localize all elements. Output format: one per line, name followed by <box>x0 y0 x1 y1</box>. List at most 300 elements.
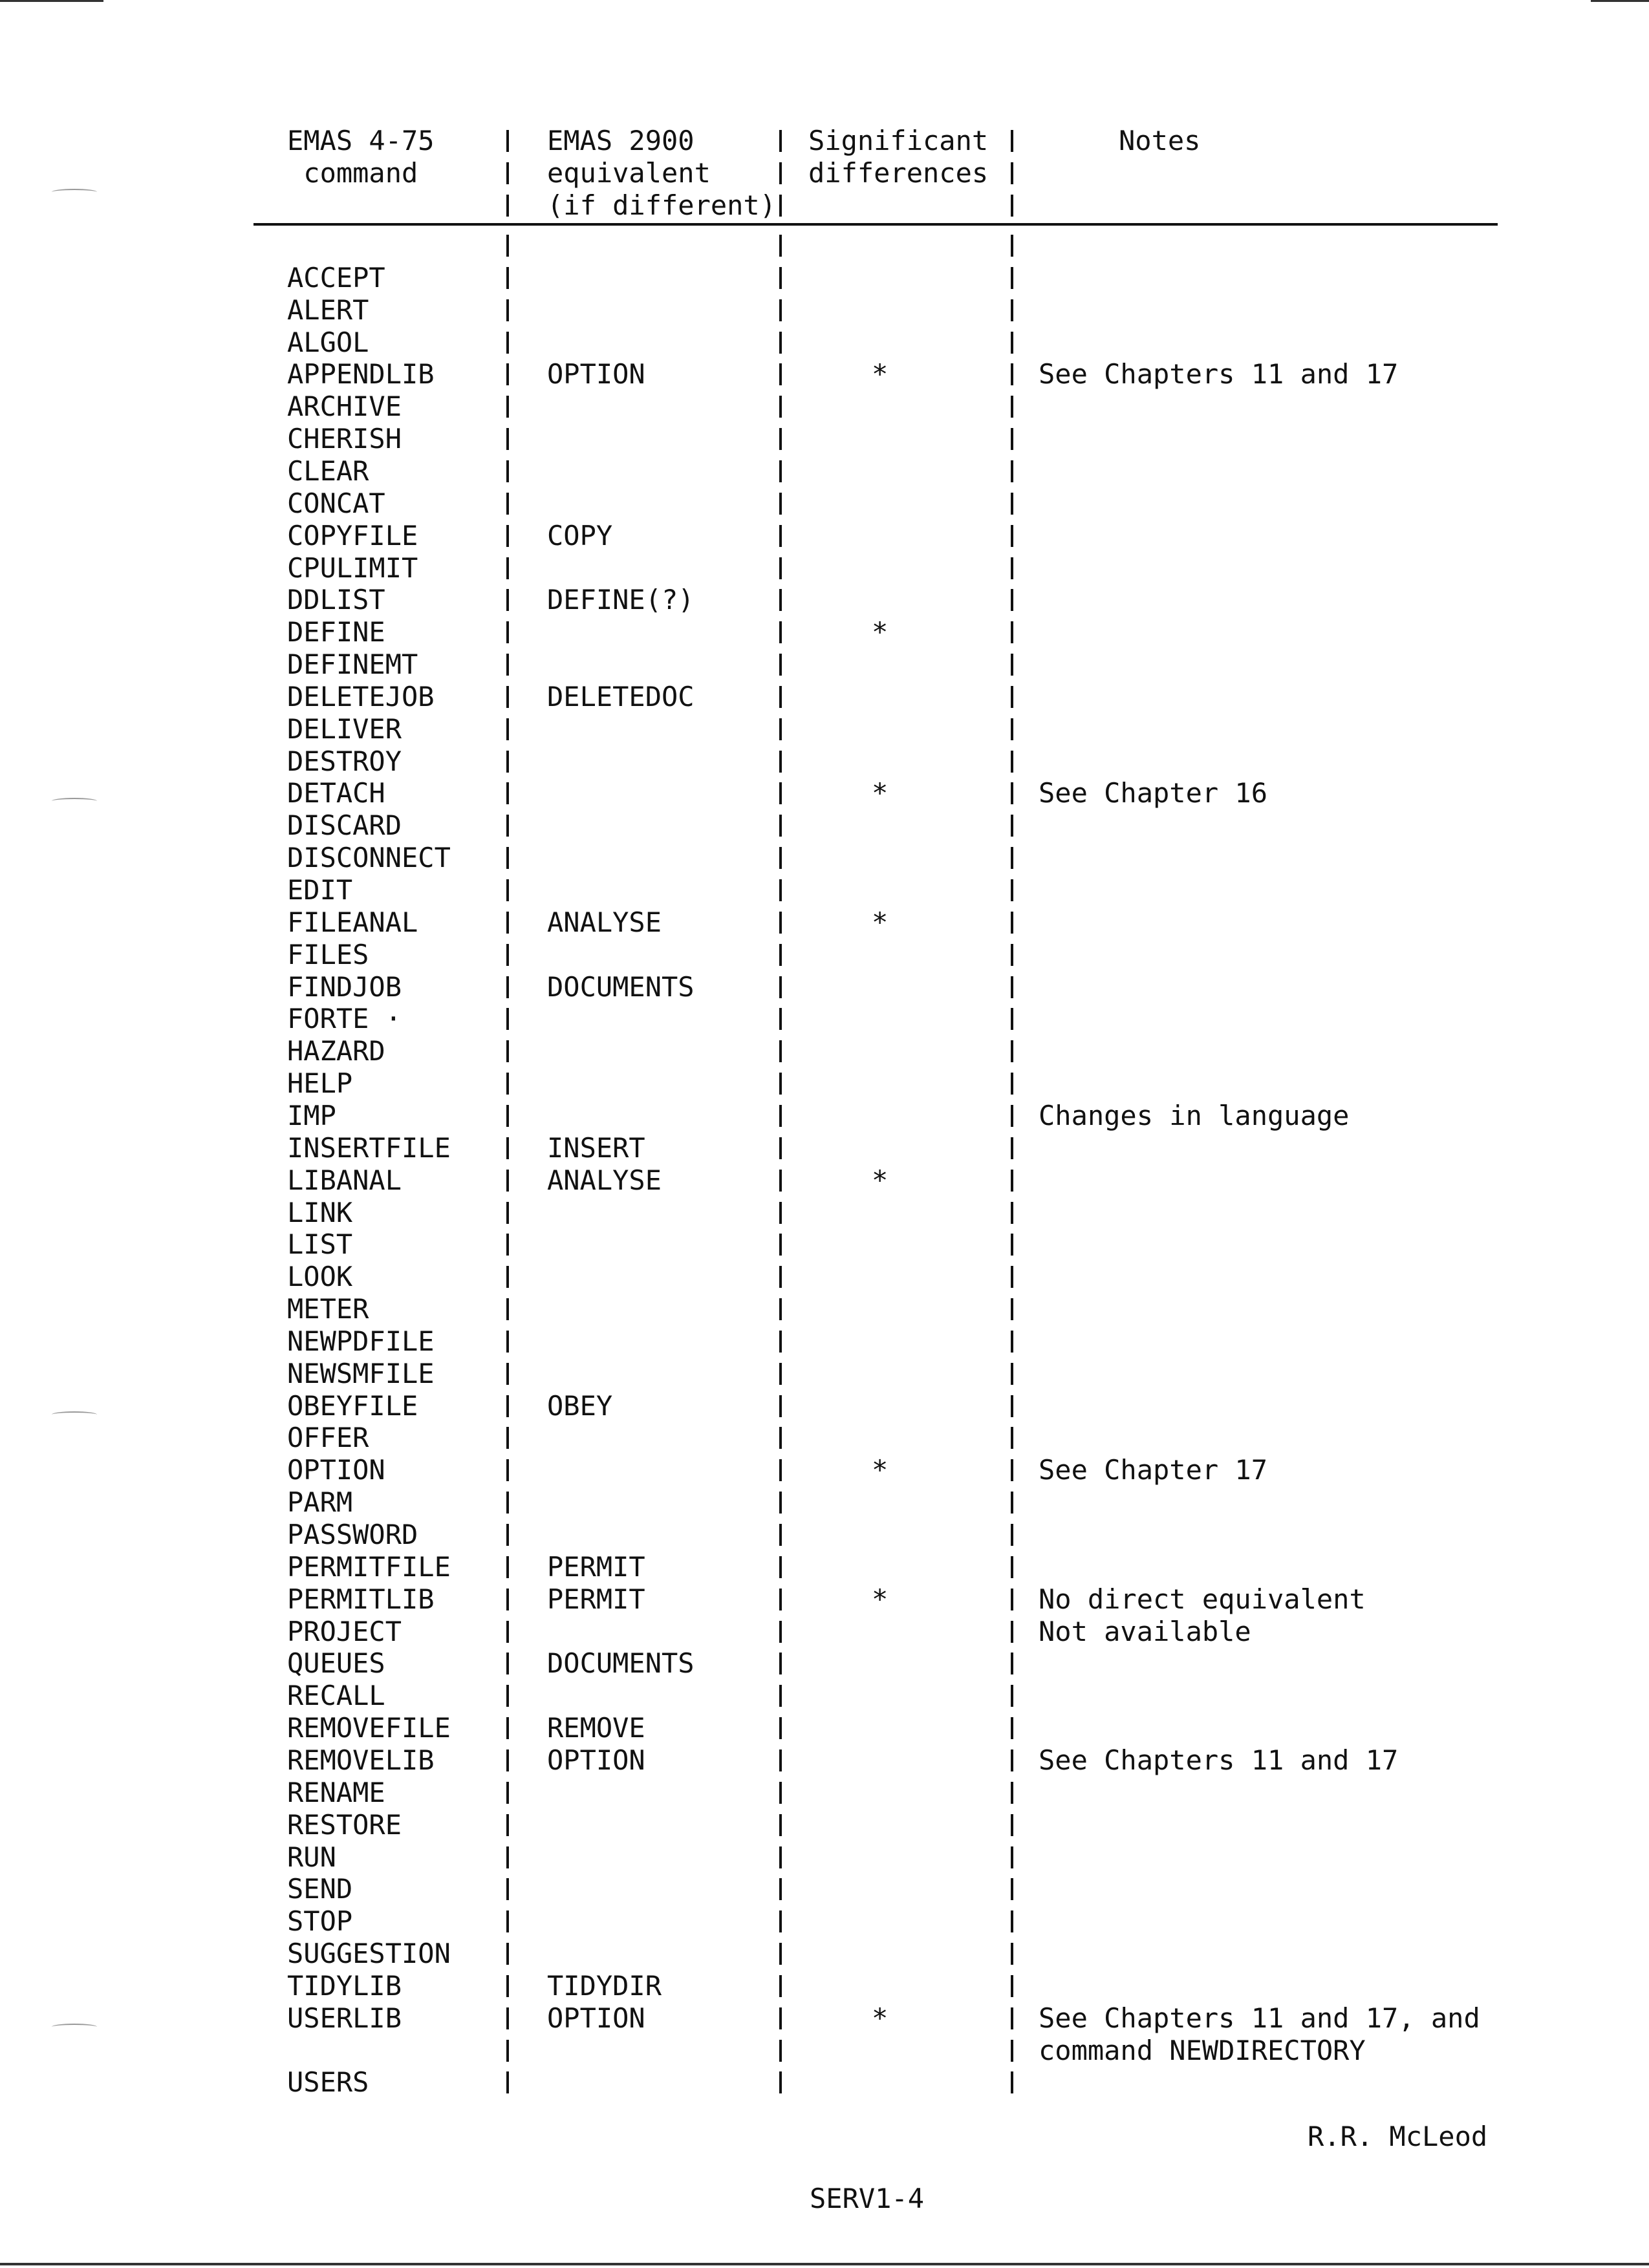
column-divider-2 <box>779 1878 782 1900</box>
table-row <box>0 1744 1649 1777</box>
column-divider-2 <box>779 1782 782 1804</box>
command-cell: LIST <box>287 1228 353 1260</box>
table-row <box>0 842 1649 874</box>
table-row <box>0 1454 1649 1486</box>
table-row <box>0 1970 1649 2002</box>
command-cell: OFFER <box>287 1422 369 1453</box>
column-divider-3 <box>1011 1621 1013 1643</box>
command-cell: RECALL <box>287 1680 385 1711</box>
column-divider-3 <box>1011 1589 1013 1610</box>
table-row <box>0 1841 1649 1874</box>
column-divider-1 <box>506 460 509 482</box>
command-cell: LIBANAL <box>287 1164 402 1196</box>
command-cell: DELIVER <box>287 713 402 745</box>
command-cell: PARM <box>287 1486 353 1518</box>
column-divider-1 <box>506 1105 509 1127</box>
column-divider-2 <box>779 879 782 901</box>
column-divider-1 <box>506 2007 509 2029</box>
table-row <box>0 1422 1649 1454</box>
column-divider-3 <box>1011 1105 1013 1127</box>
table-row <box>0 681 1649 713</box>
column-divider-2 <box>779 1846 782 1868</box>
author-signature: R.R. McLeod <box>1308 2121 1488 2152</box>
significant-difference-cell: * <box>872 1454 889 1486</box>
command-cell: DESTROY <box>287 745 402 777</box>
header-notes: Notes <box>1119 125 1201 156</box>
column-divider-3 <box>1011 1782 1013 1804</box>
column-divider-1 <box>506 1298 509 1320</box>
command-cell: PASSWORD <box>287 1519 418 1550</box>
table-row <box>0 584 1649 616</box>
column-divider-3 <box>1011 299 1013 321</box>
column-divider-2 <box>779 1653 782 1674</box>
column-divider-2 <box>779 944 782 966</box>
column-divider-3 <box>1011 428 1013 450</box>
command-cell: METER <box>287 1293 369 1325</box>
table-row <box>0 2066 1649 2099</box>
table-row <box>0 262 1649 294</box>
column-divider-2 <box>779 1685 782 1707</box>
column-divider-3 <box>1011 557 1013 579</box>
table-row <box>0 1164 1649 1197</box>
column-divider-2 <box>779 621 782 643</box>
column-divider-3 <box>1011 1234 1013 1256</box>
column-divider-1 <box>506 1170 509 1192</box>
table-row <box>0 1551 1649 1583</box>
column-divider-3 <box>1011 751 1013 773</box>
column-divider-3 <box>1011 2071 1013 2093</box>
column-divider-2 <box>779 1266 782 1288</box>
column-divider-3 <box>1011 332 1013 354</box>
column-divider-2 <box>779 267 782 289</box>
notes-cell: See Chapters 11 and 17, and <box>1039 2002 1480 2034</box>
column-divider-3 <box>1011 1749 1013 1771</box>
table-row <box>0 648 1649 681</box>
column-divider-2 <box>779 396 782 418</box>
command-cell: QUEUES <box>287 1647 385 1679</box>
column-divider-1 <box>506 1910 509 1932</box>
table-row <box>0 1197 1649 1229</box>
column-divider-3 <box>1011 2040 1013 2062</box>
significant-difference-cell: * <box>872 777 889 809</box>
column-divider-3 <box>1011 944 1013 966</box>
table-row <box>0 1035 1649 1067</box>
column-divider-1 <box>506 1943 509 1965</box>
table-row <box>0 520 1649 552</box>
column-divider-2 <box>779 1427 782 1449</box>
notes-cell: See Chapters 11 and 17 <box>1039 358 1399 390</box>
significant-difference-cell: * <box>872 1583 889 1615</box>
table-row <box>0 1261 1649 1293</box>
table-row <box>0 552 1649 584</box>
column-divider-3 <box>1011 1298 1013 1320</box>
equivalent-cell: PERMIT <box>547 1583 645 1615</box>
column-divider-1 <box>506 815 509 837</box>
command-cell: STOP <box>287 1905 353 1937</box>
column-divider-2 <box>779 751 782 773</box>
equivalent-cell: REMOVE <box>547 1712 645 1744</box>
command-cell: DDLIST <box>287 584 385 615</box>
command-cell: SUGGESTION <box>287 1938 451 1969</box>
equivalent-cell: ANALYSE <box>547 906 662 938</box>
column-divider-3 <box>1011 1073 1013 1095</box>
command-cell: ALGOL <box>287 326 369 358</box>
command-cell: FORTE · <box>287 1003 402 1034</box>
table-row <box>0 1712 1649 1744</box>
table-row <box>0 1938 1649 1970</box>
column-divider-2 <box>779 912 782 934</box>
command-cell: OBEYFILE <box>287 1390 418 1422</box>
command-cell: PERMITLIB <box>287 1583 435 1615</box>
column-divider-3 <box>1011 1170 1013 1192</box>
top-right-edge-rule <box>1591 0 1649 2</box>
column-divider-1 <box>506 1653 509 1674</box>
column-divider-2 <box>779 299 782 321</box>
column-divider-1 <box>506 1556 509 1578</box>
command-cell: LINK <box>287 1197 353 1228</box>
column-divider-1 <box>506 1878 509 1900</box>
table-row <box>0 1905 1649 1938</box>
column-divider-3 <box>1011 1363 1013 1385</box>
command-cell: NEWSMFILE <box>287 1358 435 1389</box>
column-divider-1 <box>506 363 509 385</box>
column-divider-1 <box>506 654 509 676</box>
table-row <box>0 713 1649 745</box>
command-cell: IMP <box>287 1100 336 1131</box>
table-row <box>0 294 1649 326</box>
column-divider-2 <box>779 718 782 740</box>
command-cell: COPYFILE <box>287 520 418 551</box>
column-divider-1 <box>506 1234 509 1256</box>
command-cell: DISCARD <box>287 809 402 841</box>
column-divider-1 <box>506 621 509 643</box>
command-cell: DEFINE <box>287 616 385 648</box>
table-row <box>0 1358 1649 1390</box>
column-divider-1 <box>506 944 509 966</box>
equivalent-cell: INSERT <box>547 1132 645 1164</box>
command-cell: RENAME <box>287 1777 385 1808</box>
equivalent-cell: PERMIT <box>547 1551 645 1583</box>
equivalent-cell: DELETEDOC <box>547 681 695 712</box>
column-divider-1 <box>506 782 509 804</box>
column-divider-3 <box>1011 815 1013 837</box>
column-divider-2 <box>779 654 782 676</box>
command-cell: INSERTFILE <box>287 1132 451 1164</box>
column-divider-1 <box>506 235 509 257</box>
column-divider-3 <box>1011 1910 1013 1932</box>
column-divider-3 <box>1011 267 1013 289</box>
table-row <box>0 326 1649 359</box>
column-divider-3 <box>1011 1427 1013 1449</box>
column-divider-3 <box>1011 718 1013 740</box>
column-divider-2 <box>779 2040 782 2062</box>
column-divider-1 <box>506 1395 509 1417</box>
column-divider-2 <box>779 1137 782 1159</box>
table-row <box>0 1228 1649 1261</box>
column-divider-1 <box>506 879 509 901</box>
table-row <box>0 1325 1649 1358</box>
column-divider-1 <box>506 1846 509 1868</box>
notes-cell: Changes in language <box>1039 1100 1350 1131</box>
significant-difference-cell: * <box>872 616 889 648</box>
column-divider-2 <box>779 782 782 804</box>
column-divider-2 <box>779 1395 782 1417</box>
column-divider-2 <box>779 1943 782 1965</box>
table-row <box>0 616 1649 648</box>
column-divider-3 <box>1011 1524 1013 1546</box>
command-cell: CHERISH <box>287 423 402 455</box>
column-divider-3 <box>1011 1040 1013 1062</box>
command-cell: REMOVEFILE <box>287 1712 451 1744</box>
equivalent-cell: ANALYSE <box>547 1164 662 1196</box>
table-row <box>0 1132 1649 1164</box>
command-cell: USERLIB <box>287 2002 402 2034</box>
command-cell: APPENDLIB <box>287 358 435 390</box>
column-divider-3 <box>1011 1137 1013 1159</box>
column-divider-1 <box>506 1814 509 1836</box>
command-cell: FILES <box>287 939 369 970</box>
column-divider-3 <box>1011 589 1013 611</box>
column-divider-1 <box>506 1331 509 1353</box>
page-number: SERV1-4 <box>810 2183 925 2214</box>
table-row <box>0 1067 1649 1100</box>
column-divider-2 <box>779 976 782 998</box>
column-divider-1 <box>506 718 509 740</box>
column-divider-1 <box>506 1266 509 1288</box>
column-divider-2 <box>779 1105 782 1127</box>
column-divider-2 <box>779 1589 782 1610</box>
column-divider-1 <box>506 1975 509 1997</box>
table-row <box>0 874 1649 906</box>
column-divider-1 <box>506 525 509 547</box>
column-divider-1 <box>506 1363 509 1385</box>
command-cell: ARCHIVE <box>287 390 402 422</box>
command-cell: FINDJOB <box>287 971 402 1003</box>
column-divider-1 <box>506 557 509 579</box>
column-divider-3 <box>1011 847 1013 869</box>
column-divider-1 <box>506 589 509 611</box>
column-divider-3 <box>1011 621 1013 643</box>
column-divider-3 <box>1011 1814 1013 1836</box>
table-row <box>0 358 1649 390</box>
column-divider-2 <box>779 1459 782 1481</box>
column-divider-3 <box>1011 686 1013 708</box>
bottom-edge-rule <box>0 2263 1649 2265</box>
equivalent-cell: TIDYDIR <box>547 1970 662 2002</box>
column-divider-3 <box>1011 976 1013 998</box>
column-divider-1 <box>506 751 509 773</box>
table-row <box>0 1583 1649 1616</box>
margin-mark <box>52 189 97 195</box>
significant-difference-cell: * <box>872 358 889 390</box>
table-row <box>0 939 1649 971</box>
command-cell: DELETEJOB <box>287 681 435 712</box>
command-cell: HAZARD <box>287 1035 385 1067</box>
header-significant-differences: Significant differences <box>808 125 989 189</box>
column-divider-3 <box>1011 1878 1013 1900</box>
column-divider-1 <box>506 1137 509 1159</box>
significant-difference-cell: * <box>872 906 889 938</box>
column-divider-2 <box>779 525 782 547</box>
column-divider-2 <box>779 557 782 579</box>
column-divider-1 <box>506 1749 509 1771</box>
command-cell: CPULIMIT <box>287 552 418 584</box>
table-row <box>0 487 1649 520</box>
column-divider-1 <box>506 1717 509 1739</box>
column-divider-3 <box>1011 235 1013 257</box>
column-divider-3 <box>1011 1202 1013 1224</box>
table-row <box>0 1100 1649 1132</box>
column-divider-3 <box>1011 460 1013 482</box>
column-divider-2 <box>779 686 782 708</box>
column-divider-2 <box>779 589 782 611</box>
column-divider-3 <box>1011 1653 1013 1674</box>
column-divider-2 <box>779 332 782 354</box>
command-cell: PERMITFILE <box>287 1551 451 1583</box>
command-cell: FILEANAL <box>287 906 418 938</box>
equivalent-cell: OPTION <box>547 2002 645 2034</box>
column-divider-2 <box>779 1975 782 1997</box>
equivalent-cell: OPTION <box>547 1744 645 1776</box>
column-divider-1 <box>506 2071 509 2093</box>
command-cell: ALERT <box>287 294 369 326</box>
column-divider-2 <box>779 1910 782 1932</box>
column-divider-3 <box>1011 2007 1013 2029</box>
command-cell: REMOVELIB <box>287 1744 435 1776</box>
column-divider-1 <box>506 686 509 708</box>
column-divider-2 <box>779 363 782 385</box>
column-divider-2 <box>779 1363 782 1385</box>
table-row <box>0 1616 1649 1648</box>
column-divider-3 <box>1011 396 1013 418</box>
table-row <box>0 1293 1649 1325</box>
table-row <box>0 390 1649 423</box>
command-cell: EDIT <box>287 874 353 906</box>
table-row <box>0 1809 1649 1841</box>
column-divider-1 <box>506 1459 509 1481</box>
table-row <box>0 745 1649 778</box>
column-divider-3 <box>1011 1492 1013 1514</box>
column-divider-3 <box>1011 493 1013 515</box>
top-left-edge-rule <box>0 0 103 2</box>
column-divider-2 <box>779 493 782 515</box>
equivalent-cell: DOCUMENTS <box>547 971 695 1003</box>
notes-cell: See Chapter 16 <box>1039 777 1268 809</box>
column-divider-2 <box>779 1556 782 1578</box>
column-divider-2 <box>779 1621 782 1643</box>
notes-cell: Not available <box>1039 1616 1251 1647</box>
column-divider-1 <box>506 1202 509 1224</box>
table-row <box>0 1647 1649 1680</box>
column-divider-1 <box>506 2040 509 2062</box>
command-cell: RESTORE <box>287 1809 402 1841</box>
significant-difference-cell: * <box>872 2002 889 2034</box>
column-divider-1 <box>506 267 509 289</box>
column-divider-1 <box>506 847 509 869</box>
column-divider-1 <box>506 396 509 418</box>
column-divider-1 <box>506 1492 509 1514</box>
column-divider-2 <box>779 1298 782 1320</box>
table-row <box>0 2002 1649 2035</box>
table-row <box>0 2035 1649 2067</box>
column-divider-1 <box>506 976 509 998</box>
column-divider-2 <box>779 1492 782 1514</box>
table-row <box>0 809 1649 842</box>
column-divider-1 <box>506 1427 509 1449</box>
command-cell: DETACH <box>287 777 385 809</box>
column-divider-1 <box>506 1524 509 1546</box>
column-divider-3 <box>1011 1331 1013 1353</box>
notes-cell: command NEWDIRECTORY <box>1039 2035 1366 2066</box>
header-rule <box>253 223 1498 226</box>
table-row <box>0 1003 1649 1035</box>
equivalent-cell: COPY <box>547 520 613 551</box>
column-divider-1 <box>506 912 509 934</box>
table-row <box>0 1486 1649 1519</box>
table-row <box>0 230 1649 262</box>
column-divider-2 <box>779 1331 782 1353</box>
column-divider-3 <box>1011 1943 1013 1965</box>
notes-cell: No direct equivalent <box>1039 1583 1366 1615</box>
table-row <box>0 455 1649 487</box>
column-divider-3 <box>1011 879 1013 901</box>
command-cell: ACCEPT <box>287 262 385 294</box>
equivalent-cell: DOCUMENTS <box>547 1647 695 1679</box>
column-divider-2 <box>779 1234 782 1256</box>
column-divider-2 <box>779 2007 782 2029</box>
command-cell: CLEAR <box>287 455 369 487</box>
table-row <box>0 777 1649 809</box>
column-divider-1 <box>506 1008 509 1030</box>
header-emas-4-75-command: EMAS 4-75 command <box>287 125 435 189</box>
table-row <box>0 423 1649 455</box>
column-divider-1 <box>506 299 509 321</box>
column-divider-2 <box>779 1202 782 1224</box>
column-divider-2 <box>779 847 782 869</box>
column-divider-1 <box>506 1685 509 1707</box>
table-row <box>0 1390 1649 1422</box>
column-divider-3 <box>1011 1008 1013 1030</box>
column-divider-2 <box>779 428 782 450</box>
equivalent-cell: OPTION <box>547 358 645 390</box>
column-divider-2 <box>779 1170 782 1192</box>
column-divider-3 <box>1011 1685 1013 1707</box>
column-divider-3 <box>1011 912 1013 934</box>
column-divider-2 <box>779 1040 782 1062</box>
column-divider-2 <box>779 1008 782 1030</box>
column-divider-2 <box>779 815 782 837</box>
column-divider-2 <box>779 235 782 257</box>
table-row <box>0 971 1649 1003</box>
column-divider-3 <box>1011 1556 1013 1578</box>
table-row <box>0 1519 1649 1551</box>
notes-cell: See Chapters 11 and 17 <box>1039 1744 1399 1776</box>
column-divider-2 <box>779 1524 782 1546</box>
column-divider-1 <box>506 1589 509 1610</box>
column-divider-1 <box>506 1782 509 1804</box>
table-row <box>0 1873 1649 1905</box>
significant-difference-cell: * <box>872 1164 889 1196</box>
column-divider-3 <box>1011 1395 1013 1417</box>
table-row <box>0 1680 1649 1712</box>
column-divider-1 <box>506 428 509 450</box>
command-cell: USERS <box>287 2066 369 2098</box>
column-divider-3 <box>1011 782 1013 804</box>
table-row <box>0 906 1649 939</box>
column-divider-3 <box>1011 1266 1013 1288</box>
command-cell: SEND <box>287 1873 353 1905</box>
column-divider-3 <box>1011 363 1013 385</box>
